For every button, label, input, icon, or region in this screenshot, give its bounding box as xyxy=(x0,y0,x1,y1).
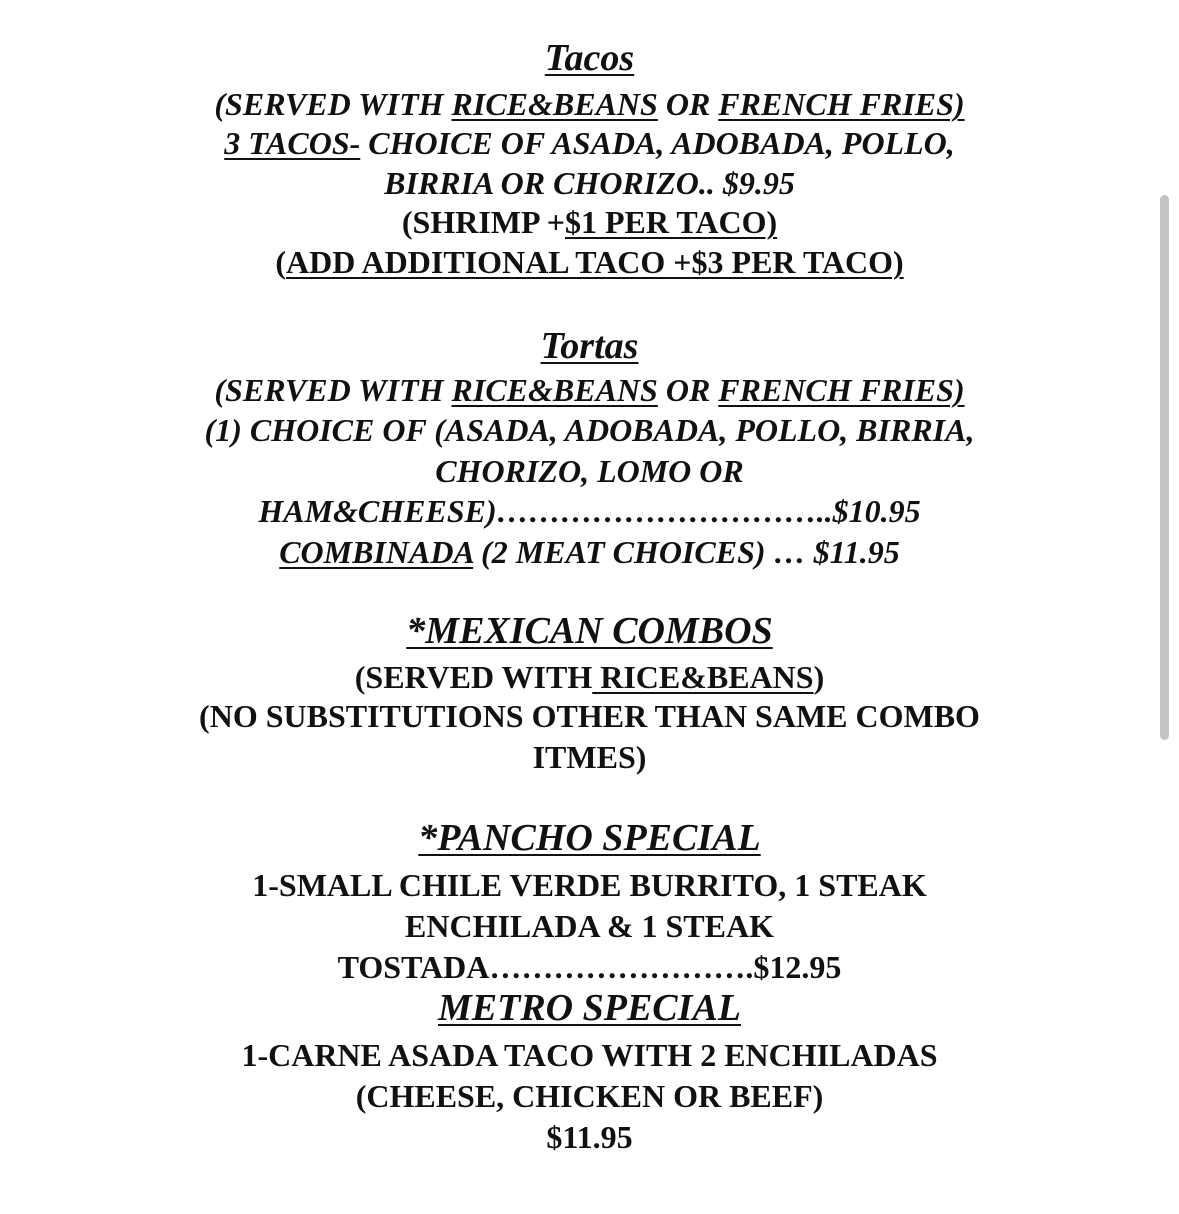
tortas-choice-line-1: (1) CHOICE OF (ASADA, ADOBADA, POLLO, BIRRIA, xyxy=(204,412,975,448)
tacos-shrimp-note: (SHRIMP +$1 PER TACO) xyxy=(401,204,778,240)
tortas-served-with: (SERVED WITH RICE&BEANS OR FRENCH FRIES) xyxy=(214,372,965,408)
tacos-item-line: 3 TACOS- CHOICE OF ASADA, ADOBADA, POLLO, xyxy=(224,125,955,161)
tacos-served-with: (SERVED WITH RICE&BEANS OR FRENCH FRIES) xyxy=(214,86,965,122)
mexican-combos-title: *MEXICAN COMBOS xyxy=(406,610,773,652)
pancho-special-line-2: ENCHILADA & 1 STEAK xyxy=(405,908,774,944)
pancho-special-title: *PANCHO SPECIAL xyxy=(418,817,761,859)
tacos-item-line-2: BIRRIA OR CHORIZO.. $9.95 xyxy=(384,165,795,201)
mexican-combos-note-line-2: ITMES) xyxy=(532,739,647,775)
vertical-scrollbar[interactable] xyxy=(1160,195,1169,740)
tortas-combinada-line: COMBINADA (2 MEAT CHOICES) … $11.95 xyxy=(279,534,900,570)
tacos-additional-note: (ADD ADDITIONAL TACO +$3 PER TACO) xyxy=(275,244,904,280)
metro-special-price: $11.95 xyxy=(546,1119,633,1155)
tortas-choice-line-2: CHORIZO, LOMO OR xyxy=(435,453,744,489)
metro-special-line-2: (CHEESE, CHICKEN OR BEEF) xyxy=(355,1078,824,1114)
pancho-special-line-3: TOSTADA…………………….$12.95 xyxy=(337,949,842,985)
tortas-title: Tortas xyxy=(540,325,639,367)
mexican-combos-note-line-1: (NO SUBSTITUTIONS OTHER THAN SAME COMBO xyxy=(199,698,980,734)
metro-special-title: METRO SPECIAL xyxy=(437,987,742,1029)
mexican-combos-served-with: (SERVED WITH RICE&BEANS) xyxy=(354,659,825,695)
tortas-choice-line-3: HAM&CHEESE)…………………………..$10.95 xyxy=(258,493,921,529)
tacos-title: Tacos xyxy=(544,37,635,79)
metro-special-line-1: 1-CARNE ASADA TACO WITH 2 ENCHILADAS xyxy=(241,1037,938,1073)
pancho-special-line-1: 1-SMALL CHILE VERDE BURRITO, 1 STEAK xyxy=(252,867,927,903)
